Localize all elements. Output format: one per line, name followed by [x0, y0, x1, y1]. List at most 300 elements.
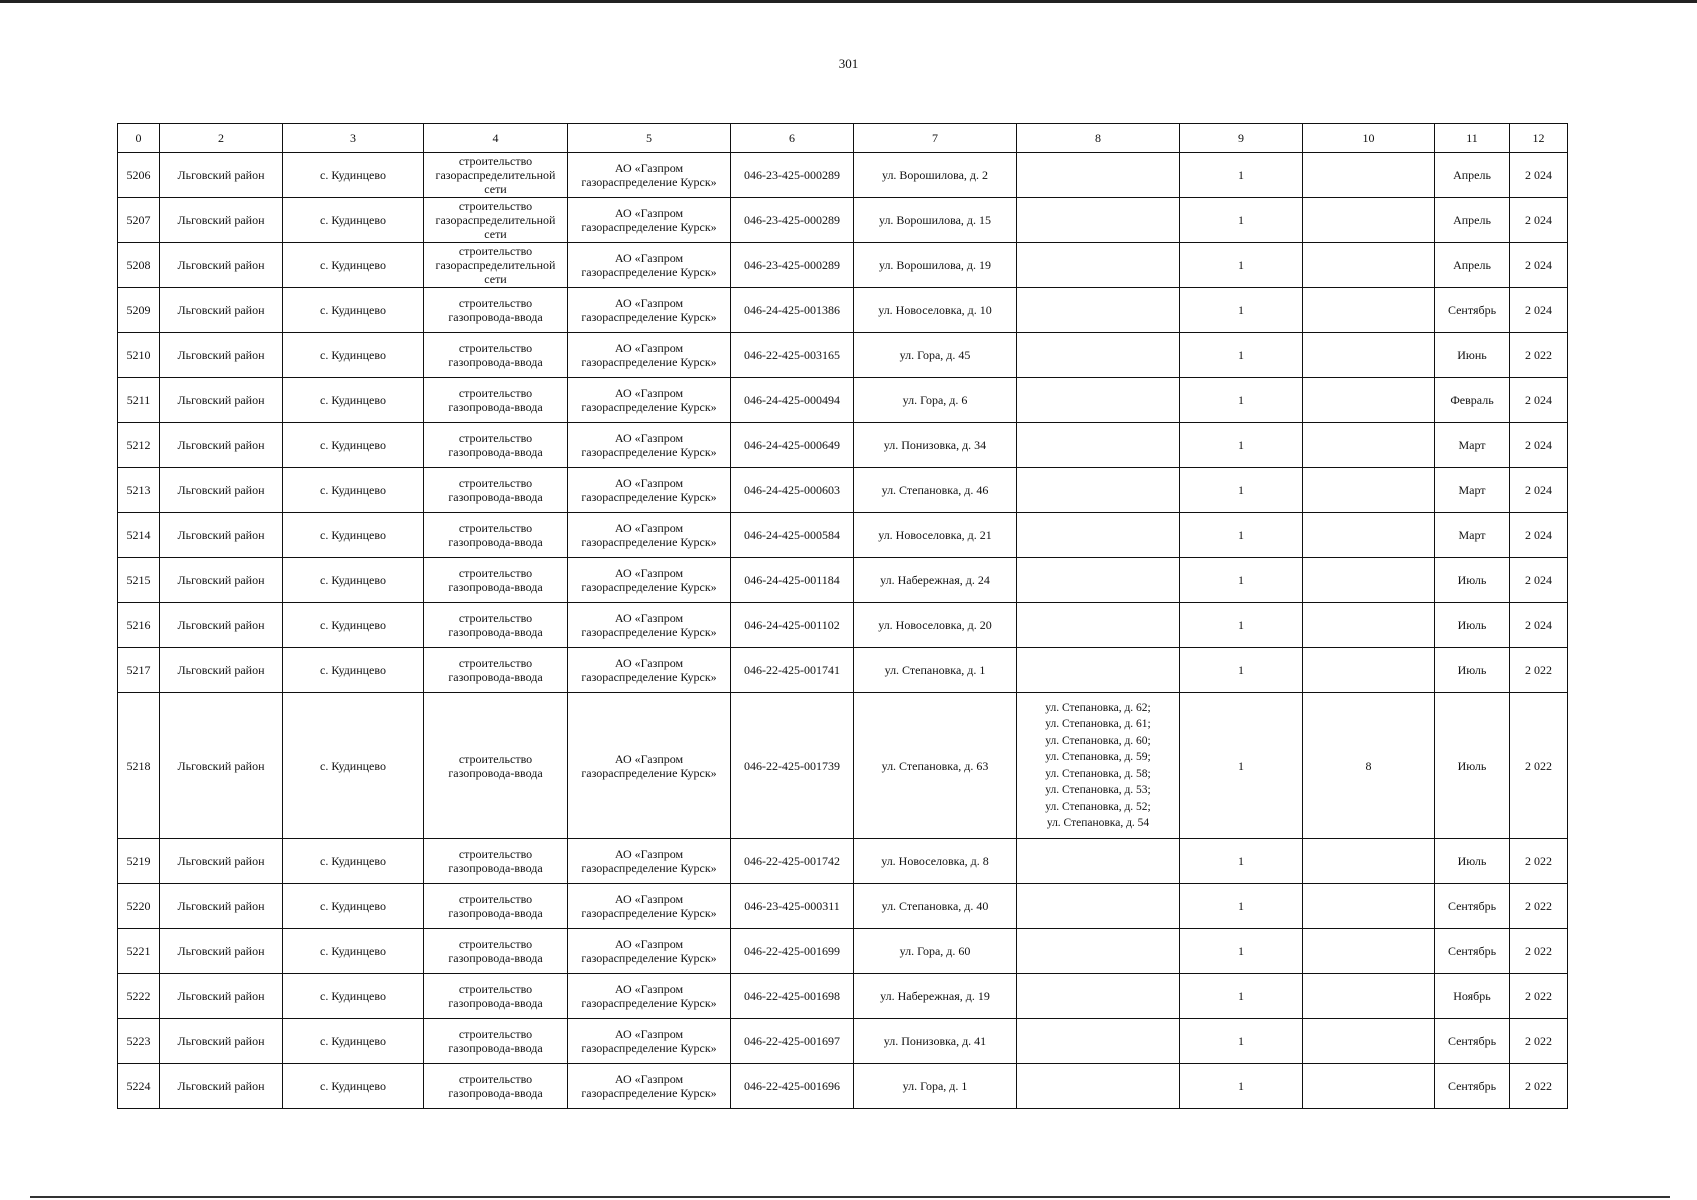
cell-text: с. Кудинцево [320, 393, 386, 407]
table-cell [854, 198, 1017, 243]
table-cell [1303, 884, 1435, 929]
table-cell [854, 153, 1017, 198]
cell-text: АО «Газпром газораспределение Курск» [581, 251, 717, 279]
table-cell [1180, 884, 1303, 929]
cell-text: строительство газопровода-ввода [448, 386, 543, 414]
column-header: 3 [283, 124, 424, 153]
table-cell [160, 1019, 283, 1064]
table-cell [160, 884, 283, 929]
table-cell [1303, 1019, 1435, 1064]
table-cell [118, 243, 160, 288]
table-cell [424, 378, 568, 423]
table-cell [424, 198, 568, 243]
cell-text: 046-22-425-001739 [744, 758, 840, 773]
table-row [118, 468, 1568, 513]
column-header: 2 [160, 124, 283, 153]
cell-text: 5222 [126, 989, 151, 1003]
table-cell [854, 839, 1017, 884]
table-cell [1017, 378, 1180, 423]
table-cell [160, 513, 283, 558]
table-cell [1017, 693, 1180, 839]
cell-text: строительство газопровода-ввода [448, 982, 543, 1010]
table-cell [568, 288, 731, 333]
cell-text: 5224 [126, 1079, 151, 1093]
cell-text: 1 [1238, 854, 1244, 868]
table-row [118, 333, 1568, 378]
table-cell [1510, 839, 1568, 884]
cell-text: с. Кудинцево [320, 483, 386, 497]
table-cell [731, 929, 854, 974]
table-cell [424, 333, 568, 378]
cell-text: с. Кудинцево [320, 348, 386, 362]
column-header: 6 [731, 124, 854, 153]
cell-text: Июль [1457, 758, 1487, 773]
cell-text: ул. Ворошилова, д. 2 [881, 168, 989, 182]
cell-text: 046-24-425-000603 [744, 483, 840, 497]
table-cell [424, 468, 568, 513]
table-cell [424, 603, 568, 648]
table-cell [160, 153, 283, 198]
table-cell [160, 468, 283, 513]
table-row [118, 513, 1568, 558]
cell-text: ул. Гора, д. 60 [899, 944, 971, 958]
table-cell [160, 423, 283, 468]
cell-text: с. Кудинцево [320, 944, 386, 958]
table-cell [160, 693, 283, 839]
table-cell [1017, 974, 1180, 1019]
cell-text: 5207 [126, 213, 151, 227]
table-cell [118, 378, 160, 423]
cell-text: 1 [1238, 663, 1244, 677]
cell-text: Льговский район [177, 483, 265, 497]
cell-text: Льговский район [177, 258, 265, 272]
table-cell [1435, 153, 1510, 198]
table-cell [1435, 333, 1510, 378]
table-cell [731, 648, 854, 693]
table-cell [160, 558, 283, 603]
table-cell [283, 648, 424, 693]
table-row [118, 693, 1568, 839]
cell-text: 2 024 [1525, 213, 1552, 227]
cell-text: 1 [1238, 618, 1244, 632]
table-cell [283, 558, 424, 603]
table-cell [1017, 423, 1180, 468]
cell-text: ул. Гора, д. 45 [899, 348, 971, 362]
cell-text: Июль [1457, 573, 1487, 587]
cell-text: АО «Газпром газораспределение Курск» [581, 341, 717, 369]
cell-text: Июль [1457, 854, 1487, 868]
cell-text: 046-24-425-000584 [744, 528, 840, 542]
table-cell [568, 468, 731, 513]
cell-text: 046-22-425-001698 [744, 989, 840, 1003]
cell-text: строительство газопровода-ввода [448, 892, 543, 920]
table-cell [1510, 558, 1568, 603]
cell-text: 2 022 [1525, 758, 1552, 773]
table-cell [1017, 1064, 1180, 1109]
cell-text: 046-22-425-001697 [744, 1034, 840, 1048]
table-cell [283, 839, 424, 884]
table-cell [1180, 243, 1303, 288]
cell-text: строительство газораспределительной сети [435, 244, 556, 286]
table-cell [1510, 974, 1568, 1019]
table-row [118, 974, 1568, 1019]
scan-top-edge [0, 0, 1697, 3]
cell-text: АО «Газпром газораспределение Курск» [581, 206, 717, 234]
table-cell [118, 603, 160, 648]
table-cell [283, 198, 424, 243]
cell-text: 5211 [126, 393, 151, 407]
table-cell [854, 423, 1017, 468]
page-number: 301 [838, 56, 859, 71]
table-cell [1435, 468, 1510, 513]
table-cell [424, 929, 568, 974]
table-cell [1303, 198, 1435, 243]
cell-text: ул. Степановка, д. 62; ул. Степановка, д. 61; ул. Степановка, д. 60; ул. Степановка, д. 59; ул. Степановка, д. 58; ул. Степановка, д. 53; ул. Степановка, д. 52; ул. Степановка, д. 54 [1045, 701, 1151, 829]
table-row [118, 423, 1568, 468]
cell-text: строительство газопровода-ввода [448, 1072, 543, 1100]
cell-text: Сентябрь [1447, 1079, 1497, 1093]
cell-text: 046-22-425-001696 [744, 1079, 840, 1093]
cell-text: 1 [1238, 393, 1244, 407]
table-cell [1017, 1019, 1180, 1064]
cell-text: 1 [1238, 438, 1244, 452]
table-cell [1435, 1019, 1510, 1064]
cell-text: АО «Газпром газораспределение Курск» [581, 656, 717, 684]
table-cell [424, 1019, 568, 1064]
table-cell [1303, 1064, 1435, 1109]
cell-text: с. Кудинцево [320, 854, 386, 868]
table-cell [568, 423, 731, 468]
cell-text: Март [1458, 483, 1486, 497]
table-cell [1435, 243, 1510, 288]
column-header: 11 [1435, 124, 1510, 153]
table-cell [854, 378, 1017, 423]
column-header: 12 [1510, 124, 1568, 153]
table-header-row [118, 124, 1568, 153]
table-cell [731, 513, 854, 558]
cell-text: АО «Газпром газораспределение Курск» [581, 847, 717, 875]
table-cell [731, 378, 854, 423]
table-cell [568, 198, 731, 243]
cell-text: 046-23-425-000289 [744, 168, 840, 182]
cell-text: 1 [1238, 483, 1244, 497]
table-cell [283, 1064, 424, 1109]
table-cell [1510, 198, 1568, 243]
cell-text: 2 024 [1525, 168, 1552, 182]
table-cell [118, 1019, 160, 1064]
table-cell [1180, 929, 1303, 974]
table-cell [1510, 243, 1568, 288]
table-cell [854, 648, 1017, 693]
table-cell [424, 243, 568, 288]
column-header: 8 [1017, 124, 1180, 153]
cell-text: Апрель [1453, 213, 1491, 227]
table-cell [1303, 333, 1435, 378]
column-header: 9 [1180, 124, 1303, 153]
cell-text: строительство газораспределительной сети [435, 199, 556, 241]
cell-text: Льговский район [177, 618, 265, 632]
table-cell [1510, 648, 1568, 693]
table-cell [118, 513, 160, 558]
table-cell [854, 243, 1017, 288]
table-cell [160, 333, 283, 378]
table-cell [160, 974, 283, 1019]
table-cell [568, 1019, 731, 1064]
table-cell [1180, 423, 1303, 468]
table-cell [568, 153, 731, 198]
cell-text: 046-24-425-001102 [744, 618, 840, 632]
cell-text: 046-23-425-000311 [744, 899, 840, 913]
table-cell [854, 468, 1017, 513]
cell-text: 5213 [126, 483, 151, 497]
cell-text: Льговский район [177, 393, 265, 407]
table-cell [160, 603, 283, 648]
cell-text: Льговский район [177, 168, 265, 182]
table-cell [731, 288, 854, 333]
table-cell [854, 333, 1017, 378]
column-header: 0 [118, 124, 160, 153]
cell-text: строительство газопровода-ввода [448, 296, 543, 324]
table-cell [1510, 1064, 1568, 1109]
cell-text: 1 [1238, 213, 1244, 227]
table-cell [283, 1019, 424, 1064]
table-cell [1435, 558, 1510, 603]
table-cell [160, 648, 283, 693]
table-cell [118, 423, 160, 468]
cell-text: 5219 [126, 854, 151, 868]
table-cell [854, 929, 1017, 974]
table-cell [1180, 288, 1303, 333]
cell-text: 1 [1238, 528, 1244, 542]
table-cell [283, 153, 424, 198]
table-cell [283, 929, 424, 974]
cell-text: 046-24-425-001386 [744, 303, 840, 317]
table-row [118, 884, 1568, 929]
cell-text: 046-22-425-001742 [744, 854, 840, 868]
cell-text: с. Кудинцево [320, 758, 386, 773]
table-cell [118, 198, 160, 243]
table-cell [568, 378, 731, 423]
table-cell [1180, 378, 1303, 423]
table-cell [424, 693, 568, 839]
table-row [118, 153, 1568, 198]
table-cell [568, 974, 731, 1019]
cell-text: АО «Газпром газораспределение Курск» [581, 566, 717, 594]
cell-text: АО «Газпром газораспределение Курск» [581, 431, 717, 459]
table-cell [568, 333, 731, 378]
column-header: 5 [568, 124, 731, 153]
cell-text: ул. Степановка, д. 1 [884, 663, 986, 677]
cell-text: с. Кудинцево [320, 168, 386, 182]
cell-text: 5206 [126, 168, 151, 182]
table-cell [118, 884, 160, 929]
table-cell [283, 974, 424, 1019]
cell-text: с. Кудинцево [320, 1034, 386, 1048]
table-cell [1017, 648, 1180, 693]
cell-text: АО «Газпром газораспределение Курск» [581, 892, 717, 920]
cell-text: 2 022 [1525, 1034, 1552, 1048]
cell-text: Март [1458, 528, 1486, 542]
table-cell [118, 974, 160, 1019]
cell-text: 1 [1238, 1034, 1244, 1048]
cell-text: с. Кудинцево [320, 989, 386, 1003]
table-row [118, 929, 1568, 974]
cell-text: 046-23-425-000289 [744, 213, 840, 227]
table-cell [1435, 648, 1510, 693]
cell-text: 1 [1238, 573, 1244, 587]
table-cell [160, 1064, 283, 1109]
table-cell [568, 1064, 731, 1109]
cell-text: ул. Набережная, д. 19 [880, 989, 990, 1003]
cell-text: АО «Газпром газораспределение Курск» [581, 611, 717, 639]
cell-text: Льговский район [177, 438, 265, 452]
table-cell [160, 929, 283, 974]
table-cell [118, 929, 160, 974]
cell-text: 2 022 [1525, 1079, 1552, 1093]
table-cell [1303, 974, 1435, 1019]
table-cell [1435, 513, 1510, 558]
cell-text: 1 [1238, 899, 1244, 913]
table-row [118, 603, 1568, 648]
table-cell [1017, 153, 1180, 198]
cell-text: с. Кудинцево [320, 573, 386, 587]
table-cell [1303, 603, 1435, 648]
cell-text: АО «Газпром газораспределение Курск» [581, 982, 717, 1010]
table-cell [1435, 198, 1510, 243]
table-cell [1510, 423, 1568, 468]
table-cell [854, 884, 1017, 929]
table-cell [1017, 198, 1180, 243]
cell-text: с. Кудинцево [320, 1079, 386, 1093]
cell-text: Март [1458, 438, 1486, 452]
table-cell [160, 839, 283, 884]
table-cell [118, 648, 160, 693]
cell-text: 1 [1238, 348, 1244, 362]
table-cell [1435, 884, 1510, 929]
column-header: 7 [854, 124, 1017, 153]
cell-text: 1 [1238, 1079, 1244, 1093]
cell-text: с. Кудинцево [320, 213, 386, 227]
cell-text: ул. Гора, д. 1 [902, 1079, 968, 1093]
cell-text: 2 022 [1525, 348, 1552, 362]
cell-text: Льговский район [177, 989, 265, 1003]
cell-text: АО «Газпром газораспределение Курск» [581, 386, 717, 414]
table-cell [424, 839, 568, 884]
cell-text: с. Кудинцево [320, 899, 386, 913]
table-cell [1510, 513, 1568, 558]
table-cell [1017, 558, 1180, 603]
cell-text: Льговский район [177, 854, 265, 868]
table-cell [1435, 423, 1510, 468]
cell-text: ул. Понизовка, д. 41 [883, 1034, 987, 1048]
table-cell [424, 153, 568, 198]
table-cell [283, 603, 424, 648]
table-cell [731, 243, 854, 288]
cell-text: строительство газопровода-ввода [448, 566, 543, 594]
cell-text: АО «Газпром газораспределение Курск» [581, 1072, 717, 1100]
table-cell [160, 243, 283, 288]
cell-text: Льговский район [177, 303, 265, 317]
table-cell [854, 693, 1017, 839]
cell-text: Льговский район [177, 758, 265, 773]
table-cell [1510, 884, 1568, 929]
cell-text: АО «Газпром газораспределение Курск» [581, 1027, 717, 1055]
cell-text: 1 [1238, 303, 1244, 317]
table-cell [568, 839, 731, 884]
cell-text: 5210 [126, 348, 151, 362]
table-cell [283, 468, 424, 513]
table-cell [1510, 603, 1568, 648]
cell-text: АО «Газпром газораспределение Курск» [581, 521, 717, 549]
table-cell [1435, 378, 1510, 423]
table-cell [1435, 288, 1510, 333]
cell-text: Льговский район [177, 573, 265, 587]
cell-text: 5218 [126, 758, 151, 773]
table-cell [854, 1019, 1017, 1064]
cell-text: 5215 [126, 573, 151, 587]
table-cell [1180, 198, 1303, 243]
cell-text: ул. Степановка, д. 46 [881, 483, 989, 497]
table-body [118, 124, 1568, 1109]
table-cell [1017, 333, 1180, 378]
table-cell [1435, 693, 1510, 839]
table-row [118, 839, 1568, 884]
table-cell [160, 198, 283, 243]
cell-text: 046-24-425-001184 [744, 573, 840, 587]
table-cell [424, 288, 568, 333]
table-cell [1435, 1064, 1510, 1109]
table-cell [118, 153, 160, 198]
table-cell [1180, 513, 1303, 558]
cell-text: ул. Набережная, д. 24 [880, 573, 990, 587]
table-cell [1510, 1019, 1568, 1064]
table-cell [731, 198, 854, 243]
table-cell [1303, 378, 1435, 423]
table-cell [854, 558, 1017, 603]
table-cell [1435, 603, 1510, 648]
cell-text: 5216 [126, 618, 151, 632]
table-cell [283, 693, 424, 839]
table-cell [1510, 693, 1568, 839]
table-cell [1303, 153, 1435, 198]
cell-text: Апрель [1453, 168, 1491, 182]
table-cell [731, 153, 854, 198]
cell-text: с. Кудинцево [320, 663, 386, 677]
table-row [118, 378, 1568, 423]
cell-text: 046-24-425-000494 [744, 393, 840, 407]
table-cell [731, 884, 854, 929]
cell-text: Апрель [1453, 258, 1491, 272]
cell-text: ул. Ворошилова, д. 15 [878, 213, 992, 227]
cell-text: Сентябрь [1447, 899, 1497, 913]
cell-text: ул. Степановка, д. 40 [881, 899, 989, 913]
cell-text: Июль [1457, 618, 1487, 632]
table-cell [1180, 153, 1303, 198]
table-cell [1510, 333, 1568, 378]
table-cell [1180, 603, 1303, 648]
table-cell [1017, 603, 1180, 648]
column-header: 4 [424, 124, 568, 153]
table-cell [1435, 929, 1510, 974]
cell-text: строительство газопровода-ввода [448, 937, 543, 965]
table-cell [1017, 288, 1180, 333]
table-cell [1303, 648, 1435, 693]
table-cell [283, 378, 424, 423]
table-cell [1303, 288, 1435, 333]
cell-text: 5212 [126, 438, 151, 452]
cell-text: 2 022 [1525, 663, 1552, 677]
cell-text: строительство газопровода-ввода [448, 476, 543, 504]
